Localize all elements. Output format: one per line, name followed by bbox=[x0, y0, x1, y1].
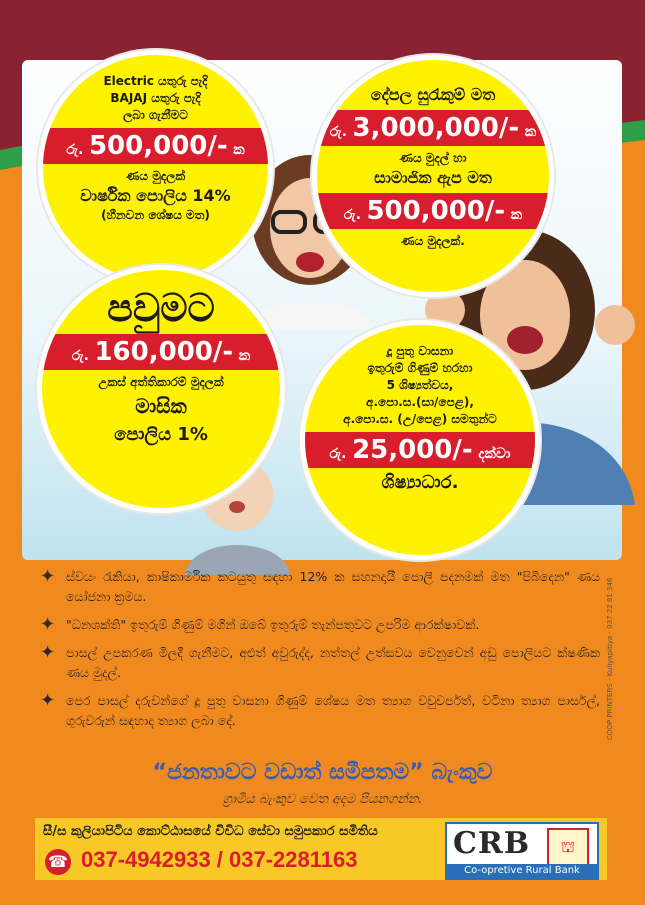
electric-band-suffix: ක bbox=[233, 142, 245, 158]
electric-line1: Electric යතුරු පැදි bbox=[103, 74, 208, 88]
child-line3: 5 ශිෂ්‍යත්වය, bbox=[386, 378, 454, 392]
crb-seal-icon: ⛫ bbox=[547, 828, 589, 866]
gold-amount2: 500,000/- bbox=[366, 196, 506, 226]
crb-bank-name: Co-opretive Rural Bank bbox=[447, 864, 597, 878]
crb-logo bbox=[445, 822, 599, 880]
property-loan-bubble bbox=[312, 55, 554, 297]
gold-line1: දේපල සුරැකුම් මත bbox=[370, 85, 496, 104]
electric-band-prefix: රු. bbox=[66, 142, 84, 158]
child-scholarship-bubble bbox=[300, 320, 540, 560]
benefit-text: පෙර පාසල් දරුවන්ගේ දූ පුතු වාසනා ගිණුම් ශේෂය මත ත්‍යාග වවුචර්පත්, වටිනා ත්‍යාග පාර්සල්, ගුරුවරුන් සඳහාද ත්‍යාග ලබා දේ. bbox=[66, 693, 600, 728]
electric-line5: වාර්ෂික පොලිය 14% bbox=[80, 186, 231, 205]
star-bullet-icon: ✦ bbox=[40, 614, 56, 635]
electric-line3: ලබා ගැනීමට bbox=[123, 108, 188, 122]
benefit-text: "ධනශක්ති" ඉතුරුම් ගිණුම් මගින් ඔබේ ඉතුරුම් තැන්පතුවට උපරිම ආරක්ෂාවක්. bbox=[66, 617, 480, 632]
gold-band1-suffix: ක bbox=[524, 124, 537, 140]
gold-line4: ණය මුදලක්. bbox=[401, 234, 465, 248]
child-band-suffix: දක්වා bbox=[478, 446, 511, 462]
phone-numbers[interactable]: 037-4942933 / 037-2281163 bbox=[81, 847, 358, 872]
gold-band1-prefix: රු. bbox=[329, 124, 347, 140]
electric-line2: BAJAJ යතුරු පැදි bbox=[110, 91, 201, 105]
star-bullet-icon: ✦ bbox=[40, 690, 56, 711]
electric-amount-band bbox=[43, 128, 268, 164]
contact-footer bbox=[35, 818, 607, 880]
gold-line2: ණය මුදල් හා bbox=[399, 151, 467, 165]
gold-amount1: 3,000,000/- bbox=[352, 113, 520, 143]
list-item bbox=[40, 643, 600, 683]
list-item bbox=[40, 691, 600, 731]
gold-line3: සාමාජික ඇප මත bbox=[374, 168, 492, 187]
pawn-band-suffix: ක bbox=[238, 348, 251, 364]
child-line1: දූ පුතු වාසනා bbox=[386, 344, 454, 358]
printer-credit: COOP PRINTERS - Kuliyapitiya - 037 22 81 346 bbox=[606, 577, 614, 740]
child-band-prefix: රු. bbox=[329, 446, 347, 462]
phone-icon: ☎ bbox=[45, 849, 71, 875]
benefits-list bbox=[40, 567, 600, 739]
gold-band2-prefix: රු. bbox=[343, 207, 361, 223]
benefit-text: ස්වයං රැකියා, කාෂිකාර්මික කටයුතු සඳහා 12% ක සහනදායී පොලී පදනමක් මත "පිබිදෙන" ණය යෝජනා ක්‍රමය. bbox=[66, 569, 600, 604]
pawn-amount-band bbox=[42, 334, 280, 370]
bank-slogan: “ජනතාවට වඩාත් සමීපතම” බැංකුව bbox=[152, 760, 493, 785]
electric-line4: ණය මුදලක් bbox=[125, 169, 186, 183]
electric-bike-loan-bubble bbox=[38, 50, 273, 285]
pawn-line1: උකස් අත්තිකාරම් මුදලක් bbox=[98, 375, 224, 389]
child-amount-band bbox=[305, 432, 535, 468]
gold-amount2-band bbox=[317, 193, 549, 229]
list-item bbox=[40, 567, 600, 607]
gold-amount1-band bbox=[317, 110, 549, 146]
electric-line6: (හීනවන ශේෂය මත) bbox=[101, 208, 210, 222]
star-bullet-icon: ✦ bbox=[40, 642, 56, 663]
pawn-line3: පොලිය 1% bbox=[114, 424, 208, 445]
list-item bbox=[40, 615, 600, 635]
crb-logo-text: CRB bbox=[453, 826, 531, 861]
pawn-title: පවුමට bbox=[107, 286, 215, 330]
electric-amount: 500,000/- bbox=[88, 131, 228, 161]
pawn-band-prefix: රු. bbox=[71, 348, 89, 364]
society-name: සී/ස කුලියාපිටිය කොට්ඨාසයේ විවිධ සේවා සමුපකාර සමිතිය bbox=[43, 824, 378, 839]
child-line2: ඉතුරුම් ගිණුම් හරහා bbox=[367, 361, 473, 375]
child-amount: 25,000/- bbox=[352, 435, 473, 465]
child-line4: අ.පො.ස.(සා/පෙළ), bbox=[366, 395, 474, 409]
child-line5: අ.පො.ස. (උ/පෙළ) සමතුන්ට bbox=[343, 412, 497, 426]
gold-band2-suffix: ක bbox=[510, 207, 523, 223]
pawn-advance-bubble bbox=[37, 265, 285, 513]
child-line6: ශිෂ්‍යාධාර. bbox=[381, 472, 459, 493]
pawn-amount: 160,000/- bbox=[94, 337, 234, 367]
pawn-line2: මාසික bbox=[135, 394, 187, 418]
star-bullet-icon: ✦ bbox=[40, 566, 56, 587]
benefit-text: පාසල් උපකරණ මිලදී ගැනීමට, අළුත් අවුරුද්ද, නත්තල් උත්සවය වෙනුවෙන් අඩු පොලියට ක්ෂණික ණය මුදල්. bbox=[66, 645, 600, 680]
bank-subslogan: ග්‍රාමීය බැංකුව වෙත අදම පියනගන්න. bbox=[222, 792, 423, 807]
